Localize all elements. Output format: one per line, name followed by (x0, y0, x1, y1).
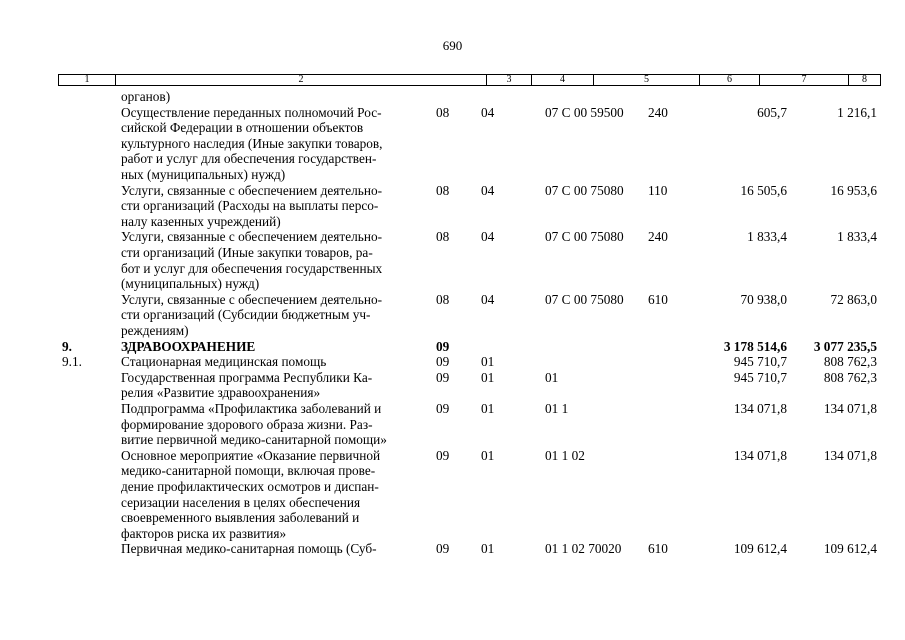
row-description-line: медико-санитарной помощи, включая прове- (121, 463, 376, 479)
cell-target-article: 01 1 02 (545, 447, 585, 463)
cell-subsection: 01 (481, 354, 495, 370)
header-cell-3: 3 (487, 75, 532, 85)
cell-section: 08 (436, 182, 450, 198)
row-description-line: реждениям) (121, 323, 189, 338)
cell-expense-type: 610 (648, 541, 668, 557)
row-number: 9. (62, 338, 72, 354)
cell-amount-year-2: 808 762,3 (823, 354, 877, 370)
cell-amount-year-2: 134 071,8 (823, 447, 877, 463)
cell-amount-year-1: 945 710,7 (733, 354, 787, 370)
cell-amount-year-1: 1 833,4 (747, 229, 787, 245)
cell-amount-year-2: 134 071,8 (823, 401, 877, 416)
row-description-line: бот и услуг для обеспечения государственных (121, 260, 383, 276)
row-description-line: органов) (121, 89, 171, 104)
row-description-line: сти организаций (Субсидии бюджетным уч- (121, 307, 371, 323)
cell-amount-year-2: 72 863,0 (830, 291, 877, 307)
cell-subsection: 01 (481, 541, 495, 557)
row-description-line: своевременного выявления заболеваний и (121, 510, 360, 526)
cell-amount-year-2: 1 833,4 (837, 229, 877, 245)
row-description-line: Основное мероприятие «Оказание первичной (121, 447, 381, 463)
cell-subsection: 04 (481, 291, 495, 307)
cell-section: 08 (436, 104, 450, 120)
header-cell-5: 5 (594, 75, 700, 85)
row-description-line: Подпрограмма «Профилактика заболеваний и (121, 401, 382, 416)
row-description-line: Первичная медико-санитарная помощь (Суб- (121, 541, 377, 557)
cell-expense-type: 110 (648, 182, 668, 198)
row-description-line: (муниципальных) нужд) (121, 276, 260, 292)
row-description-line: дение профилактических осмотров и диспан- (121, 479, 379, 494)
cell-amount-year-1: 109 612,4 (733, 541, 787, 557)
header-cell-7: 7 (760, 75, 849, 85)
cell-target-article: 07 С 00 75080 (545, 291, 624, 307)
row-description-line: Государственная программа Республики Ка- (121, 369, 373, 385)
cell-target-article: 01 (545, 369, 559, 385)
header-cell-1: 1 (59, 75, 116, 85)
header-cell-4: 4 (532, 75, 594, 85)
cell-amount-year-2: 1 216,1 (837, 104, 877, 120)
page-number: 690 (442, 38, 463, 53)
cell-amount-year-1: 3 178 514,6 (723, 338, 787, 354)
row-description-line: налу казенных учреждений) (121, 213, 281, 229)
cell-target-article: 01 1 (545, 401, 569, 416)
cell-section: 09 (436, 401, 450, 416)
row-number: 9.1. (62, 354, 82, 370)
cell-subsection: 04 (481, 229, 495, 245)
cell-target-article: 07 С 00 59500 (545, 104, 624, 120)
row-description-line: работ и услуг для обеспечения государствен- (121, 151, 377, 167)
cell-subsection: 01 (481, 401, 495, 416)
row-description-line: Услуги, связанные с обеспечением деятельно- (121, 229, 383, 245)
row-description-line: релия «Развитие здравоохранения» (121, 385, 321, 401)
cell-amount-year-1: 70 938,0 (740, 291, 787, 307)
row-description-line: культурного наследия (Иные закупки товаров, (121, 135, 383, 151)
table-header-row (58, 74, 881, 86)
cell-amount-year-1: 134 071,8 (733, 447, 787, 463)
cell-amount-year-2: 3 077 235,5 (813, 338, 877, 354)
row-description-line: Осуществление переданных полномочий Рос- (121, 104, 382, 120)
cell-section: 08 (436, 229, 450, 245)
cell-target-article: 07 С 00 75080 (545, 182, 624, 198)
cell-target-article: 01 1 02 70020 (545, 541, 622, 557)
cell-amount-year-2: 808 762,3 (823, 369, 877, 385)
row-description-line: сти организаций (Расходы на выплаты персо- (121, 198, 379, 214)
row-description-line: Услуги, связанные с обеспечением деятельно- (121, 291, 383, 307)
cell-subsection: 01 (481, 369, 495, 385)
header-cell-6: 6 (700, 75, 760, 85)
row-description-line: сти организаций (Иные закупки товаров, ра- (121, 245, 373, 260)
cell-section: 09 (436, 447, 450, 463)
cell-section: 09 (436, 369, 450, 385)
header-cell-8: 8 (862, 74, 867, 85)
cell-amount-year-1: 945 710,7 (733, 369, 787, 385)
cell-expense-type: 610 (648, 291, 668, 307)
cell-expense-type: 240 (648, 229, 668, 245)
cell-section: 09 (436, 541, 450, 557)
cell-amount-year-1: 16 505,6 (740, 182, 787, 198)
cell-target-article: 07 С 00 75080 (545, 229, 624, 245)
row-description-line: формирование здорового образа жизни. Раз- (121, 416, 373, 432)
cell-subsection: 04 (481, 182, 495, 198)
row-description-line: факторов риска их развития» (121, 525, 287, 541)
cell-subsection: 01 (481, 447, 495, 463)
row-description-line: ных (муниципальных) нужд) (121, 167, 286, 182)
cell-amount-year-2: 109 612,4 (823, 541, 877, 557)
cell-subsection: 04 (481, 104, 495, 120)
cell-expense-type: 240 (648, 104, 668, 120)
cell-section: 09 (436, 338, 450, 354)
row-description-line: серизации населения в целях обеспечения (121, 494, 361, 510)
cell-amount-year-1: 605,7 (757, 104, 787, 120)
row-description-line: Услуги, связанные с обеспечением деятельно- (121, 182, 383, 198)
row-description-line: витие первичной медико-санитарной помощи» (121, 432, 387, 448)
cell-amount-year-2: 16 953,6 (830, 182, 877, 198)
cell-amount-year-1: 134 071,8 (733, 401, 787, 416)
header-cell-2: 2 (116, 75, 487, 85)
row-description-line: Стационарная медицинская помощь (121, 354, 327, 370)
cell-section: 08 (436, 291, 450, 307)
row-description-line: ЗДРАВООХРАНЕНИЕ (121, 338, 256, 354)
row-description-line: сийской Федерации в отношении объектов (121, 120, 364, 136)
cell-section: 09 (436, 354, 450, 370)
